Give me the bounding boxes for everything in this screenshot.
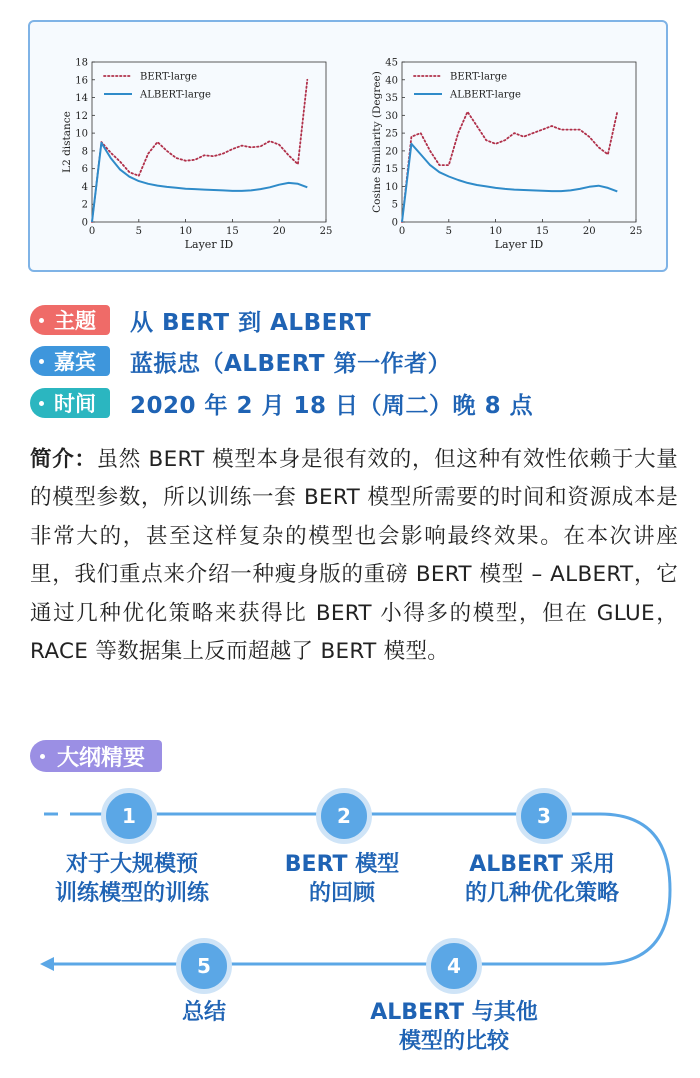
step-1-line2: 训练模型的训练 <box>54 881 209 906</box>
chart1-series-1-line <box>92 80 307 222</box>
chart2-xlabel: Layer ID <box>494 238 544 251</box>
step-1-circle: 1 <box>101 788 157 844</box>
chart-panel <box>28 20 668 272</box>
chart1-ytick-label: 18 <box>75 57 88 69</box>
chart2-ytick-label: 5 <box>391 199 398 211</box>
step-1-line1: 对于大规模预 <box>65 852 198 877</box>
chart1-xtick-label: 15 <box>226 226 239 237</box>
chart2-xtick-label: 10 <box>489 226 502 237</box>
chart2-legend-label-1: BERT-large <box>450 71 508 83</box>
step-5-line1: 总结 <box>181 1000 226 1025</box>
time-row <box>30 387 533 419</box>
flow-arrow-head <box>40 957 54 971</box>
chart1-series-2-line <box>92 143 307 222</box>
chart2-xtick-label: 0 <box>398 226 406 237</box>
chart2-ytick-label: 35 <box>385 93 398 105</box>
chart2-legend-label-2: ALBERT-large <box>450 89 521 101</box>
chart1-ytick-label: 14 <box>75 93 88 105</box>
step-4-circle: 4 <box>426 938 482 994</box>
step-3-line2: 的几种优化策略 <box>464 881 619 906</box>
step-2-circle: 2 <box>316 788 372 844</box>
charts-svg <box>30 22 670 274</box>
chart1-xtick-label: 0 <box>88 226 96 237</box>
intro-label: 简介： <box>30 447 97 472</box>
chart1-legend-label-2: ALBERT-large <box>140 89 211 101</box>
chart1-frame <box>92 62 326 222</box>
step-4-line1: ALBERT 与其他 <box>370 1000 538 1025</box>
chart1-ytick-label: 4 <box>81 181 88 193</box>
step-3-line1: ALBERT 采用 <box>469 852 615 877</box>
step-3-label <box>432 850 652 908</box>
chart2-ytick-label: 20 <box>385 146 398 158</box>
topic-tag: 主题 <box>30 305 110 335</box>
guest-value: 蓝振忠（ALBERT 第一作者） <box>130 350 452 377</box>
chart2-frame <box>402 62 636 222</box>
step-2-line2: 的回顾 <box>308 881 375 906</box>
chart1-ytick-label: 10 <box>75 128 88 140</box>
chart1-ytick-label: 2 <box>81 199 88 211</box>
step-3-circle: 3 <box>516 788 572 844</box>
chart2-xtick-label: 25 <box>629 226 643 237</box>
chart2-ytick-label: 25 <box>385 128 398 140</box>
guest-tag: 嘉宾 <box>30 346 110 376</box>
step-1-label <box>22 850 242 908</box>
step-4-label <box>344 998 564 1056</box>
chart2-xtick-label: 5 <box>445 226 452 237</box>
chart1-ytick-label: 8 <box>81 146 88 158</box>
guest-row <box>30 345 451 377</box>
chart2-xtick-label: 20 <box>582 226 596 237</box>
step-5-label <box>94 998 314 1027</box>
chart2-ytick-label: 10 <box>385 181 398 193</box>
topic-value: 从 BERT 到 ALBERT <box>130 309 372 336</box>
chart2-ytick-label: 30 <box>385 110 398 122</box>
chart2-ytick-label: 45 <box>385 57 398 69</box>
chart1-xtick-label: 5 <box>135 226 142 237</box>
step-2-label <box>232 850 452 908</box>
step-4-line2: 模型的比较 <box>398 1029 509 1054</box>
time-tag: 时间 <box>30 388 110 418</box>
chart2-ytick-label: 0 <box>391 217 398 229</box>
chart2-ytick-label: 40 <box>385 75 398 87</box>
chart1-legend-label-1: BERT-large <box>140 71 198 83</box>
outline-tag: 大纲精要 <box>30 740 162 772</box>
chart2-ylabel: Cosine Similarity (Degree) <box>371 71 383 213</box>
chart1-xtick-label: 20 <box>272 226 286 237</box>
intro-paragraph <box>30 441 678 671</box>
step-2-line1: BERT 模型 <box>284 852 400 877</box>
chart2-ytick-label: 15 <box>385 164 398 176</box>
chart1-ytick-label: 0 <box>81 217 88 229</box>
intro-text: 虽然 BERT 模型本身是很有效的，但这种有效性依赖于大量的模型参数，所以训练一套 BERT 模型所需要的时间和资源成本是非常大的，甚至这样复杂的模型也会影响最终效果。在本次讲座里，我们重点来介绍一种瘦身版的重磅 BERT 模型 – ALBERT，它通过几种优化策略来获得比 BERT 小得多的模型，但在 GLUE，RACE 等数据集上反而超越了 BERT 模型。 <box>30 447 678 665</box>
chart2-xtick-label: 15 <box>536 226 549 237</box>
chart1-ytick-label: 16 <box>75 75 88 87</box>
chart2-series-1-line <box>402 112 617 222</box>
step-5-circle: 5 <box>176 938 232 994</box>
chart1-xtick-label: 10 <box>179 226 192 237</box>
chart1-ytick-label: 6 <box>81 164 88 176</box>
chart1-xtick-label: 25 <box>319 226 333 237</box>
topic-row <box>30 304 371 336</box>
chart2-series-2-line <box>402 144 617 222</box>
chart1-ytick-label: 12 <box>75 110 88 122</box>
time-value: 2020 年 2 月 18 日（周二）晚 8 点 <box>130 392 534 419</box>
chart1-ylabel: L2 distance <box>61 111 73 173</box>
chart1-xlabel: Layer ID <box>184 238 234 251</box>
